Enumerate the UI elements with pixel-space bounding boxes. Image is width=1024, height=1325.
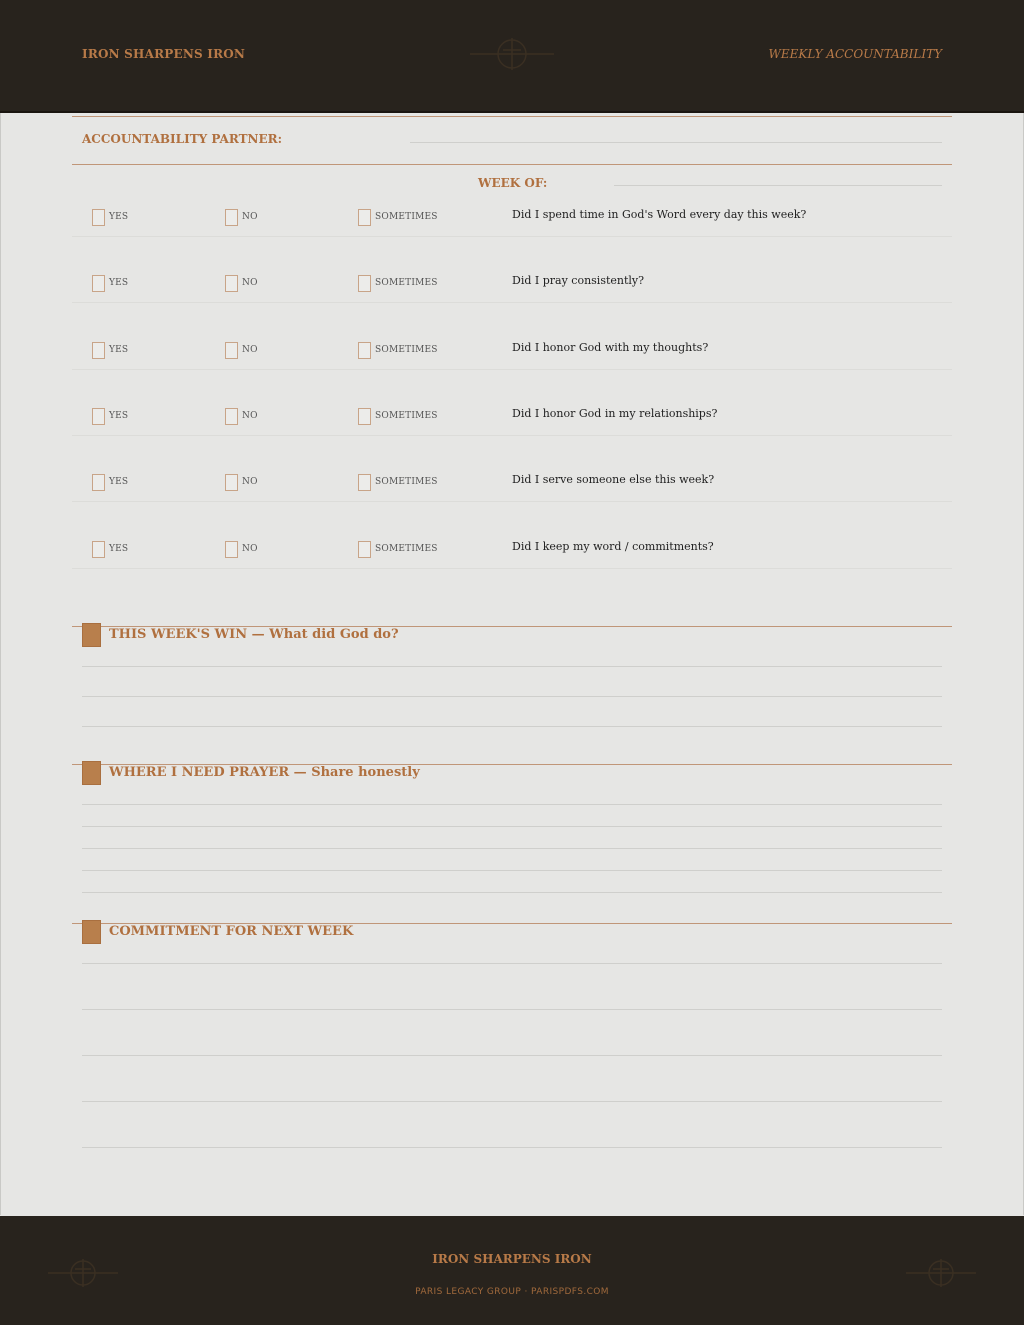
no-label: NO [242,544,258,554]
row-divider [72,568,952,569]
sometimes-checkbox[interactable] [358,209,371,226]
no-label: NO [242,411,258,421]
yes-label: YES [109,544,129,554]
sometimes-checkbox[interactable] [358,408,371,425]
yes-label: YES [109,477,129,487]
question-text: Did I honor God in my relationships? [512,407,718,420]
header-subtitle: WEEKLY ACCOUNTABILITY [768,47,942,61]
sometimes-option[interactable] [358,340,438,360]
no-checkbox[interactable] [225,209,238,226]
row-divider [72,501,952,502]
sometimes-label: SOMETIMES [375,278,438,288]
no-option[interactable] [225,472,258,492]
commitment-line[interactable] [82,1009,942,1010]
row-divider [72,236,952,237]
sometimes-label: SOMETIMES [375,345,438,355]
yes-option[interactable] [92,406,128,426]
yes-option[interactable] [92,472,128,492]
section-marker-icon [82,920,101,944]
no-label: NO [242,477,258,487]
question-text: Did I pray consistently? [512,274,645,287]
yes-checkbox[interactable] [92,275,105,292]
no-label: NO [242,212,258,222]
page-footer [0,1216,1024,1325]
no-option[interactable] [225,207,258,227]
question-text: Did I honor God with my thoughts? [512,341,709,354]
checklist-row [72,472,952,492]
section-marker-icon [82,761,101,785]
no-checkbox[interactable] [225,474,238,491]
sometimes-checkbox[interactable] [358,275,371,292]
no-checkbox[interactable] [225,408,238,425]
sometimes-option[interactable] [358,472,438,492]
section-win-title: THIS WEEK'S WIN — What did God do? [109,627,399,642]
top-divider [72,116,952,117]
yes-checkbox[interactable] [92,209,105,226]
yes-label: YES [109,278,129,288]
sometimes-label: SOMETIMES [375,544,438,554]
sometimes-checkbox[interactable] [358,342,371,359]
yes-option[interactable] [92,273,128,293]
checklist-row [72,273,952,293]
win-line[interactable] [82,666,942,667]
prayer-line[interactable] [82,848,942,849]
checklist-row [72,207,952,227]
no-checkbox[interactable] [225,275,238,292]
footer-meta: PARIS LEGACY GROUP · PARISPDFS.COM [415,1287,609,1297]
prayer-line[interactable] [82,804,942,805]
question-text: Did I serve someone else this week? [512,473,715,486]
row-divider [72,435,952,436]
yes-option[interactable] [92,207,128,227]
row-divider [72,302,952,303]
yes-checkbox[interactable] [92,342,105,359]
cross-circle-emblem-icon [906,1256,976,1294]
win-line[interactable] [82,696,942,697]
footer-brand: IRON SHARPENS IRON [432,1252,592,1266]
sometimes-checkbox[interactable] [358,474,371,491]
no-option[interactable] [225,340,258,360]
partner-label: ACCOUNTABILITY PARTNER: [82,132,283,146]
no-checkbox[interactable] [225,541,238,558]
week-field[interactable] [614,185,942,186]
sometimes-label: SOMETIMES [375,411,438,421]
commitment-line[interactable] [82,1055,942,1056]
week-label: WEEK OF: [478,176,548,190]
win-line[interactable] [82,726,942,727]
cross-circle-emblem-icon [470,34,554,78]
no-option[interactable] [225,406,258,426]
prayer-line[interactable] [82,826,942,827]
yes-checkbox[interactable] [92,408,105,425]
header-brand: IRON SHARPENS IRON [82,47,246,61]
yes-option[interactable] [92,340,128,360]
no-checkbox[interactable] [225,342,238,359]
section-marker-icon [82,623,101,647]
yes-label: YES [109,411,129,421]
yes-checkbox[interactable] [92,474,105,491]
sometimes-label: SOMETIMES [375,477,438,487]
sometimes-option[interactable] [358,539,438,559]
sometimes-option[interactable] [358,207,438,227]
sometimes-option[interactable] [358,406,438,426]
no-label: NO [242,278,258,288]
sometimes-label: SOMETIMES [375,212,438,222]
sometimes-option[interactable] [358,273,438,293]
no-option[interactable] [225,273,258,293]
section-prayer-title: WHERE I NEED PRAYER — Share honestly [109,765,420,780]
row-divider [72,369,952,370]
question-text: Did I keep my word / commitments? [512,540,714,553]
yes-label: YES [109,345,129,355]
no-option[interactable] [225,539,258,559]
commitment-line[interactable] [82,963,942,964]
prayer-line[interactable] [82,892,942,893]
prayer-line[interactable] [82,870,942,871]
checklist-row [72,539,952,559]
checklist-row [72,406,952,426]
section-commitment-title: COMMITMENT FOR NEXT WEEK [109,924,354,939]
sometimes-checkbox[interactable] [358,541,371,558]
partner-field[interactable] [410,142,942,143]
yes-checkbox[interactable] [92,541,105,558]
commitment-line[interactable] [82,1101,942,1102]
partner-divider [72,164,952,165]
yes-option[interactable] [92,539,128,559]
yes-label: YES [109,212,129,222]
commitment-line[interactable] [82,1147,942,1148]
question-text: Did I spend time in God's Word every day this week? [512,208,807,221]
no-label: NO [242,345,258,355]
page-header [0,0,1024,113]
checklist-row [72,340,952,360]
